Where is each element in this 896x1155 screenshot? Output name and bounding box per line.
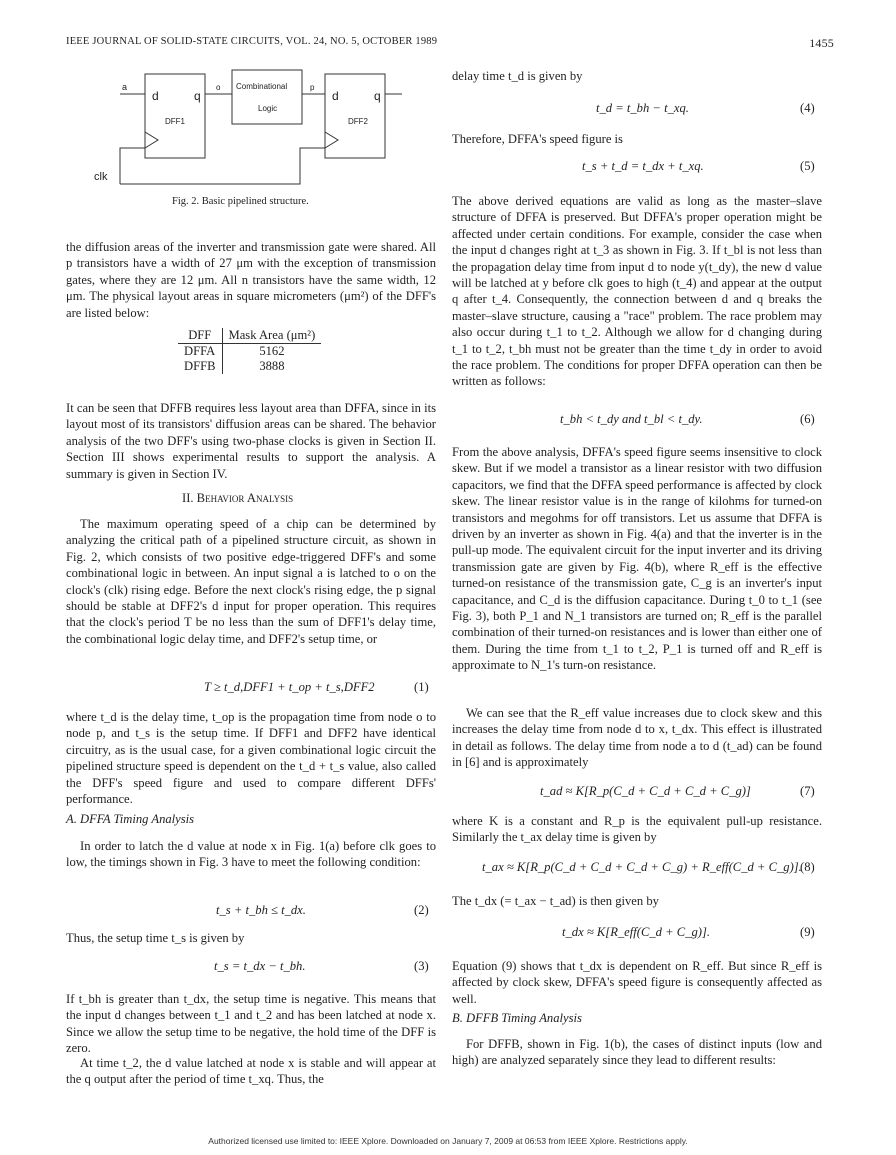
- equation-number-5: (5): [800, 159, 815, 173]
- left-para-2: It can be seen that DFFB requires less layout area than DFFA, since in its layout most of its transistors' diffusion areas can be shared. The behavior analysis of the two DFF's using two-phase clocks is given in Section II. Section III shows experimental results to support the analysis. A summary is given in Section IV.: [66, 401, 436, 481]
- table-row-value: 3888: [259, 359, 285, 373]
- left-para-3: The maximum operating speed of a chip can be determined by analyzing the critical path of a pipelined structure circuit, as shown in Fig. 2, which consists of two positive edge-triggered DFF's and some combinational logic in between. An input signal a is latched to o on the clock's (clk) rising edge. Before the next clock's rising edge, the p signal should be stable at DFF2's d input for proper operation. This requires that the clock's period T be no less than the sum of DFF1's delay time, the combinational logic delay time, and DFF2's setup time, or: [66, 517, 436, 646]
- label-comb1: Combinational: [236, 82, 288, 91]
- label-o: o: [216, 83, 221, 92]
- page-number: 1455: [809, 36, 834, 50]
- mask-area-table: [178, 328, 321, 374]
- equation-number-8: (8): [800, 860, 815, 874]
- left-para-8: At time t_2, the d value latched at node x is stable and will appear at the q output after the period of time t_xq. Thus, the: [66, 1056, 436, 1087]
- right-para-3: The above derived equations are valid as long as the master–slave structure of DFFA is preserved. But DFFA's proper operation might be affected under certain conditions. For example, consider the case when the input d changes right at t_3 as shown in Fig. 3. If t_bl is not less than the propagation delay time from input d to node y(t_dy), the new d value will be latched at y before clk goes to high (t_4) and appear at the output q after t_4. Consequently, the connection between d and q breaks the master–slave structure, causing a "race" problem. The race problem may also occur during t_1 to t_2. Although we allow for d changing during t_1 to t_2, t_bh must not be greater than the time t_dy in order to avoid the race problem. The conditions for proper DFFA operation can then be written as follows:: [452, 194, 822, 389]
- table-row-name: DFFA: [178, 344, 222, 360]
- equation-5: t_s + t_d = t_dx + t_xq.: [582, 159, 704, 173]
- label-d2: d: [332, 89, 339, 103]
- label-d1: d: [152, 89, 159, 103]
- left-para-6: Thus, the setup time t_s is given by: [66, 931, 245, 945]
- equation-9: t_dx ≈ K[R_eff(C_d + C_g)].: [562, 925, 710, 939]
- equation-4: t_d = t_bh − t_xq.: [596, 101, 689, 115]
- equation-number-1: (1): [414, 680, 429, 694]
- subsection-b: B. DFFB Timing Analysis: [452, 1011, 582, 1025]
- table-header-dff: DFF: [178, 328, 222, 344]
- right-para-1: delay time t_d is given by: [452, 69, 583, 83]
- equation-1: T ≥ t_d,DFF1 + t_op + t_s,DFF2: [204, 680, 375, 694]
- right-para-7: The t_dx (= t_ax − t_ad) is then given by: [452, 894, 659, 908]
- left-para-7: If t_bh is greater than t_dx, the setup time is negative. This means that the input d changes between t_1 and t_2 and has been latched at node x. Since we allow the setup time to be negative, the hold time of the DFF is zero.: [66, 992, 436, 1056]
- left-para-4: where t_d is the delay time, t_op is the propagation time from node o to node p, and t_s is the setup time. If DFF1 and DFF2 have identical circuitry, as is the usual case, for a given combinational logic circuit the pipelined structure speed is dependent on the t_d + t_s value, also called the DFF's speed figure and used to compare different DFFs' performance.: [66, 710, 436, 807]
- label-dff2: DFF2: [348, 117, 368, 126]
- equation-2: t_s + t_bh ≤ t_dx.: [216, 903, 306, 917]
- right-para-2: Therefore, DFFA's speed figure is: [452, 132, 623, 146]
- pipelined-structure-figure: [80, 62, 420, 190]
- equation-3: t_s = t_dx − t_bh.: [214, 959, 306, 973]
- label-q2: q: [374, 89, 381, 103]
- equation-number-9: (9): [800, 925, 815, 939]
- right-para-6: where K is a constant and R_p is the equivalent pull-up resistance. Similarly the t_ax delay time is given by: [452, 814, 822, 845]
- label-comb2: Logic: [258, 104, 278, 113]
- left-para-1: the diffusion areas of the inverter and transmission gate were shared. All p transistors have a width of 27 μm with the exception of transmission gates, where they are 12 μm. All n transistors have the same width, 12 μm. The physical layout areas in square micrometers (μm²) of the DFF's are listed below:: [66, 240, 436, 320]
- equation-number-3: (3): [414, 959, 429, 973]
- equation-number-4: (4): [800, 101, 815, 115]
- right-para-4: From the above analysis, DFFA's speed figure seems insensitive to clock skew. But if we model a transistor as a linear resistor with two diffusion capacitors, we find that the DFFA speed performance is affected by clock skew. The linear resistor value is in the range of kilohms for turned-on transistors and megohms for off transistors. Let us assume that DFFA is driven by an inverter as shown in Fig. 4(a) and that the inverter is in the pull-up mode. The equivalent circuit for the input inverter and its driving transmission gate are given by Fig. 4(b), where R_eff is the effective turned-on resistance of the transmission gate, C_g is an inverter's input capacitance, and C_d is the diffusion capacitance. During t_0 to t_1 (see Fig. 3), both P_1 and N_1 transistors are turned on; R_eff is the parallel combination of their turned-on resistances and is lower than either one of them. During the time from t_1 to t_2, P_1 is turned off and R_eff is approximate to N_1's turn-on resistance.: [452, 445, 822, 673]
- label-dff1: DFF1: [165, 117, 185, 126]
- label-q1: q: [194, 89, 201, 103]
- equation-7: t_ad ≈ K[R_p(C_d + C_d + C_d + C_g)]: [540, 784, 751, 798]
- right-para-8: Equation (9) shows that t_dx is dependent on R_eff. But since R_eff is affected by clock skew, DFFA's speed figure is consequently affected as well.: [452, 959, 822, 1006]
- right-para-9: For DFFB, shown in Fig. 1(b), the cases of distinct inputs (low and high) are analyzed separately since they lead to different results:: [452, 1037, 822, 1068]
- equation-8: t_ax ≈ K[R_p(C_d + C_d + C_d + C_g) + R_eff(C_d + C_g)].: [482, 860, 802, 874]
- right-para-5: We can see that the R_eff value increases due to clock skew and this increases the delay time from node d to x, t_dx. This effect is illustrated in detail as follows. The delay time from node a to d (t_ad) can be found in [6] and is approximately: [452, 706, 822, 770]
- label-p: p: [310, 83, 315, 92]
- table-row-value: 5162: [259, 344, 285, 358]
- table-row-name: DFFB: [178, 359, 222, 374]
- label-clk: clk: [94, 171, 108, 183]
- journal-header: IEEE JOURNAL OF SOLID-STATE CIRCUITS, VOL. 24, NO. 5, OCTOBER 1989: [66, 36, 438, 47]
- equation-number-2: (2): [414, 903, 429, 917]
- dff1-box: [145, 74, 205, 158]
- equation-6: t_bh < t_dy and t_bl < t_dy.: [560, 412, 703, 426]
- table-header-area: Mask Area (μm²): [222, 328, 321, 344]
- equation-number-6: (6): [800, 412, 815, 426]
- dff2-box: [325, 74, 385, 158]
- left-para-5: In order to latch the d value at node x in Fig. 1(a) before clk goes to low, the timings shown in Fig. 3 have to meet the following condition:: [66, 839, 436, 870]
- section-heading: II. Behavior Analysis: [182, 491, 294, 505]
- subsection-a: A. DFFA Timing Analysis: [66, 812, 195, 826]
- label-a: a: [122, 82, 128, 92]
- figure-caption: Fig. 2. Basic pipelined structure.: [172, 196, 309, 207]
- combinational-logic-box: [232, 70, 302, 124]
- equation-number-7: (7): [800, 784, 815, 798]
- license-footer: Authorized licensed use limited to: IEEE Xplore. Downloaded on January 7, 2009 at 06:53 from IEEE Xplore. Restrictions apply.: [208, 1136, 688, 1146]
